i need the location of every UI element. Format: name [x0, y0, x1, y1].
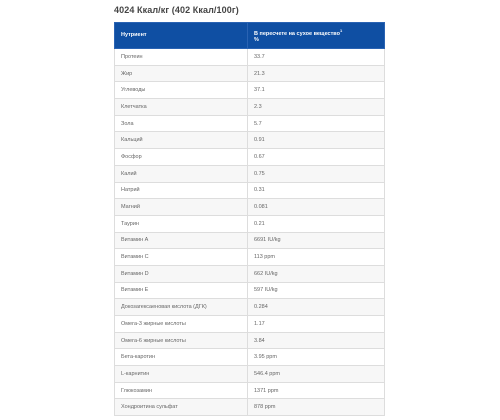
table-row	[115, 349, 385, 366]
nutrient-name: Протеин	[115, 49, 248, 66]
nutrient-name: Докозагексаеновая кислота (ДГК)	[115, 299, 248, 316]
table-row	[115, 132, 385, 149]
nutrient-name: Глюкозамин	[115, 382, 248, 399]
nutrient-value: 0.21	[248, 215, 385, 232]
table-row	[115, 165, 385, 182]
nutrient-value: 0.081	[248, 199, 385, 216]
nutrient-value: 546.4 ppm	[248, 366, 385, 383]
nutrient-name: Фосфор	[115, 149, 248, 166]
table-row	[115, 82, 385, 99]
column-header-nutrient: Нутриент	[115, 23, 248, 49]
nutrient-name: Зола	[115, 115, 248, 132]
nutrient-name: Витамин А	[115, 232, 248, 249]
nutrient-value: 0.284	[248, 299, 385, 316]
table-row	[115, 249, 385, 266]
nutrient-value: 0.67	[248, 149, 385, 166]
nutrient-name: Жир	[115, 65, 248, 82]
nutrient-name: L-карнитин	[115, 366, 248, 383]
nutrient-name: Натрий	[115, 182, 248, 199]
column-header-value-label: В пересчете на сухое вещество	[254, 30, 340, 37]
nutrient-value: 5.7	[248, 115, 385, 132]
table-row	[115, 399, 385, 416]
nutrient-value: 1.17	[248, 316, 385, 333]
table-row	[115, 115, 385, 132]
table-row	[115, 182, 385, 199]
nutrient-value: 0.91	[248, 132, 385, 149]
nutrient-value: 37.1	[248, 82, 385, 99]
nutrient-value: 21.3	[248, 65, 385, 82]
column-header-value-unit: %	[254, 37, 259, 44]
nutrient-value: 2.3	[248, 99, 385, 116]
nutrient-name: Витамин С	[115, 249, 248, 266]
table-row	[115, 215, 385, 232]
nutrient-value: 3.84	[248, 332, 385, 349]
nutrient-name: Углеводы	[115, 82, 248, 99]
table-row	[115, 99, 385, 116]
table-row	[115, 232, 385, 249]
footnote-marker: 1	[339, 27, 343, 33]
nutrient-value: 1371 ppm	[248, 382, 385, 399]
nutrient-value: 0.31	[248, 182, 385, 199]
nutrient-name: Магний	[115, 199, 248, 216]
table-row	[115, 316, 385, 333]
table-row	[115, 299, 385, 316]
nutrient-name: Бета-каротин	[115, 349, 248, 366]
nutrient-value: 878 ppm	[248, 399, 385, 416]
nutrient-value: 662 IU/kg	[248, 265, 385, 282]
page-title: 4024 Ккал/кг (402 Ккал/100г)	[114, 5, 239, 15]
nutrient-value: 3.95 ppm	[248, 349, 385, 366]
nutrient-name: Калий	[115, 165, 248, 182]
table-row	[115, 282, 385, 299]
nutrient-name: Омега-3 жирные кислоты	[115, 316, 248, 333]
column-header-value	[248, 23, 385, 49]
table-row	[115, 65, 385, 82]
nutrient-value: 113 ppm	[248, 249, 385, 266]
nutrient-table	[114, 22, 385, 416]
nutrient-name: Витамин D	[115, 265, 248, 282]
table-row	[115, 49, 385, 66]
table-row	[115, 199, 385, 216]
table-row	[115, 382, 385, 399]
nutrient-name: Клетчатка	[115, 99, 248, 116]
nutrient-name: Таурин	[115, 215, 248, 232]
table-row	[115, 366, 385, 383]
table-row	[115, 332, 385, 349]
table-row	[115, 149, 385, 166]
nutrient-name: Кальций	[115, 132, 248, 149]
nutrient-name: Омега-6 жирные кислоты	[115, 332, 248, 349]
nutrient-name: Витамин Е	[115, 282, 248, 299]
table-row	[115, 265, 385, 282]
nutrient-name: Хондроитина сульфат	[115, 399, 248, 416]
nutrient-value: 33.7	[248, 49, 385, 66]
nutrient-value: 0.75	[248, 165, 385, 182]
nutrient-value: 597 IU/kg	[248, 282, 385, 299]
nutrient-value: 6691 IU/kg	[248, 232, 385, 249]
table-header-row	[115, 23, 385, 49]
